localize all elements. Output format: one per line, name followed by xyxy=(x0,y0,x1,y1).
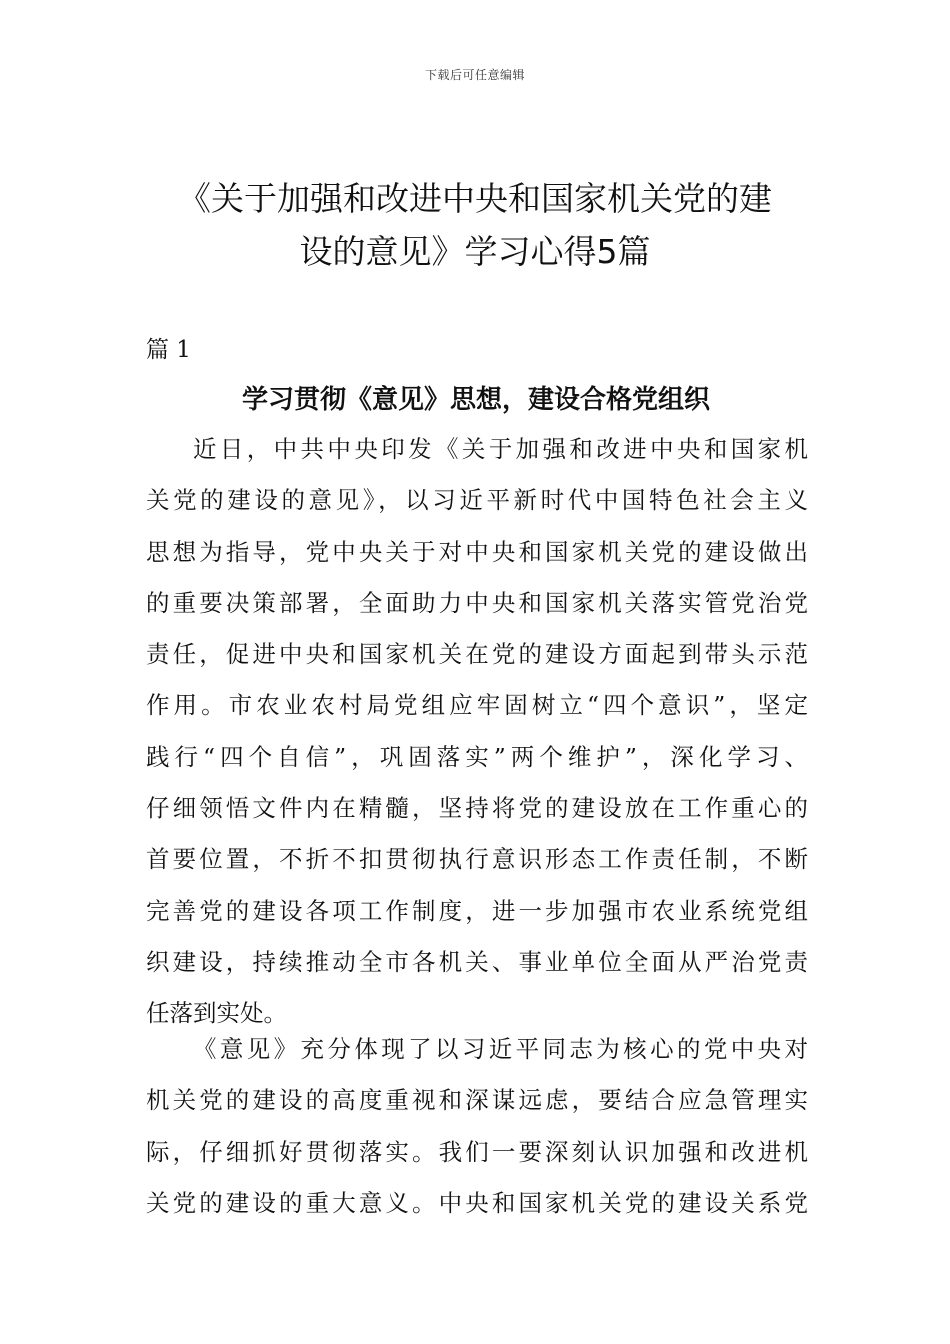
paragraph-line: 责任，促进中央和国家机关在党的建设方面起到带头示范 xyxy=(146,640,808,669)
paragraph-line: 任落到实处。 xyxy=(146,999,287,1028)
paragraph-line: 完善党的建设各项工作制度，进一步加强市农业系统党组 xyxy=(146,896,808,925)
document-title-line-2: 设的意见》学习心得5篇 xyxy=(299,232,651,271)
paragraph-2 xyxy=(146,1024,808,1229)
paragraph-line: 思想为指导，党中央关于对中央和国家机关党的建设做出 xyxy=(146,537,808,566)
part-label: 篇 1 xyxy=(146,337,191,363)
paragraph-line: 作用。市农业农村局党组应牢固树立“四个意识”，坚定 xyxy=(146,691,808,720)
paragraph-line: 织建设，持续推动全市各机关、事业单位全面从严治党责 xyxy=(146,947,808,976)
paragraph-line: 机关党的建设的高度重视和深谋远虑，要结合应急管理实 xyxy=(146,1086,808,1115)
document-title-line-1: 《关于加强和改进中央和国家机关党的建 xyxy=(178,179,772,218)
paragraph-line: 首要位置，不折不扣贯彻执行意识形态工作责任制，不断 xyxy=(146,845,808,874)
paragraph-line: 仔细领悟文件内在精髓，坚持将党的建设放在工作重心的 xyxy=(146,794,808,823)
header-note: 下载后可任意编辑 xyxy=(424,68,525,82)
paragraph-line: 关党的建设的重大意义。中央和国家机关党的建设关系党 xyxy=(146,1188,808,1217)
paragraph-1 xyxy=(146,424,808,1040)
paragraph-line: 的重要决策部署，全面助力中央和国家机关落实管党治党 xyxy=(146,588,808,617)
paragraph-line: 际，仔细抓好贯彻落实。我们一要深刻认识加强和改进机 xyxy=(146,1137,808,1166)
document-title xyxy=(120,172,830,278)
paragraph-line: 《意见》充分体现了以习近平同志为核心的党中央对 xyxy=(193,1035,808,1063)
paragraph-line: 近日，中共中央印发《关于加强和改进中央和国家机 xyxy=(193,435,808,463)
section-heading: 学习贯彻《意见》思想，建设合格党组织 xyxy=(241,385,710,415)
paragraph-line: 践行“四个自信”，巩固落实”两个维护”，深化学习、 xyxy=(146,742,808,771)
paragraph-line: 关党的建设的意见》，以习近平新时代中国特色社会主义 xyxy=(146,486,808,515)
